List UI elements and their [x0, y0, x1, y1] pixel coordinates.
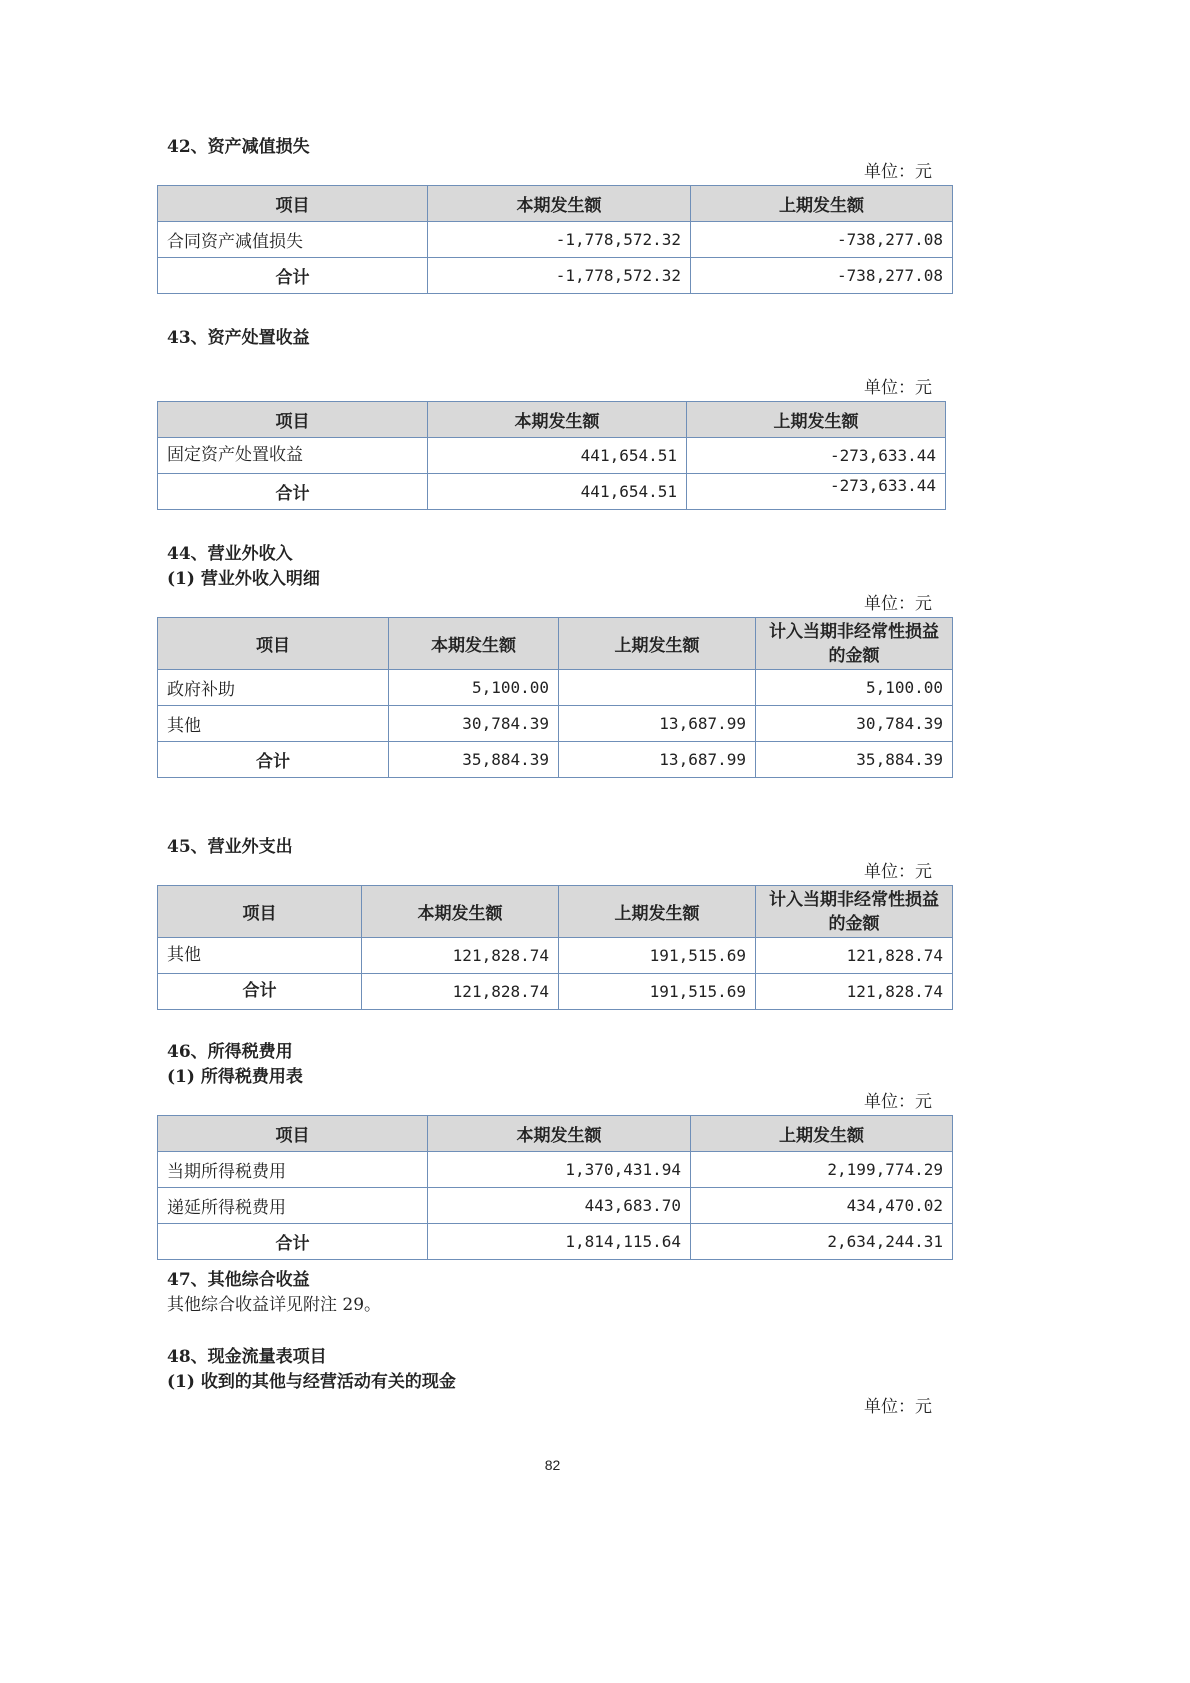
- table-total-row: [158, 1224, 953, 1260]
- table-row: [158, 706, 953, 742]
- total-prior: 13,687.99: [559, 742, 756, 778]
- section-44-title: 44、营业外收入: [167, 544, 293, 564]
- row-current: 30,784.39: [389, 706, 559, 742]
- row-item: 其他: [158, 706, 389, 742]
- total-current: 121,828.74: [362, 974, 559, 1010]
- section-42-unit: 单位：元: [864, 162, 932, 182]
- section-48-title: 48、现金流量表项目: [167, 1347, 327, 1367]
- row-item: 递延所得税费用: [158, 1188, 428, 1224]
- asset-disposal-table: [157, 401, 946, 510]
- section-46-subtitle: (1) 所得税费用表: [167, 1067, 303, 1087]
- table-header-row: [158, 1116, 953, 1152]
- table-row: [158, 438, 946, 474]
- header-item: 项目: [158, 402, 428, 438]
- total-label: 合计: [158, 974, 362, 1010]
- total-current: -1,778,572.32: [428, 258, 691, 294]
- section-43-unit: 单位：元: [864, 378, 932, 398]
- row-current: 5,100.00: [389, 670, 559, 706]
- table-header-row: [158, 618, 953, 670]
- header-prior: 上期发生额: [559, 886, 756, 938]
- row-prior: -273,633.44: [687, 438, 946, 474]
- row-prior: 191,515.69: [559, 938, 756, 974]
- row-item: 其他: [158, 938, 362, 974]
- header-current: 本期发生额: [428, 1116, 691, 1152]
- row-item: 固定资产处置收益: [158, 438, 428, 474]
- row-current: 1,370,431.94: [428, 1152, 691, 1188]
- total-prior: -273,633.44: [687, 474, 946, 510]
- header-nonrecurring: 计入当期非经常性损益的金额: [756, 618, 953, 670]
- header-item: 项目: [158, 886, 362, 938]
- table-header-row: [158, 402, 946, 438]
- header-item: 项目: [158, 618, 389, 670]
- total-current: 1,814,115.64: [428, 1224, 691, 1260]
- section-47-title: 47、其他综合收益: [167, 1270, 310, 1290]
- header-nonrecurring: 计入当期非经常性损益的金额: [756, 886, 953, 938]
- header-prior: 上期发生额: [691, 1116, 953, 1152]
- section-47-text: 其他综合收益详见附注 29。: [167, 1295, 382, 1315]
- total-current: 441,654.51: [428, 474, 687, 510]
- section-42-title: 42、资产减值损失: [167, 137, 310, 157]
- table-total-row: [158, 974, 953, 1010]
- header-current: 本期发生额: [389, 618, 559, 670]
- row-current: 121,828.74: [362, 938, 559, 974]
- header-current: 本期发生额: [428, 402, 687, 438]
- table-total-row: [158, 742, 953, 778]
- row-item: 当期所得税费用: [158, 1152, 428, 1188]
- header-current: 本期发生额: [362, 886, 559, 938]
- total-nonrecurring: 35,884.39: [756, 742, 953, 778]
- row-prior: 434,470.02: [691, 1188, 953, 1224]
- row-current: -1,778,572.32: [428, 222, 691, 258]
- income-tax-table: [157, 1115, 953, 1260]
- row-prior: [559, 670, 756, 706]
- table-header-row: [158, 186, 953, 222]
- total-prior: 2,634,244.31: [691, 1224, 953, 1260]
- header-prior: 上期发生额: [687, 402, 946, 438]
- total-prior: -738,277.08: [691, 258, 953, 294]
- row-nonrecurring: 5,100.00: [756, 670, 953, 706]
- row-prior: 2,199,774.29: [691, 1152, 953, 1188]
- header-prior: 上期发生额: [559, 618, 756, 670]
- non-operating-income-table: [157, 617, 953, 778]
- table-total-row: [158, 258, 953, 294]
- total-prior: 191,515.69: [559, 974, 756, 1010]
- header-current: 本期发生额: [428, 186, 691, 222]
- non-operating-expense-table: [157, 885, 953, 1010]
- total-label: 合计: [158, 742, 389, 778]
- header-item: 项目: [158, 1116, 428, 1152]
- row-current: 441,654.51: [428, 438, 687, 474]
- section-46-unit: 单位：元: [864, 1092, 932, 1112]
- total-label: 合计: [158, 1224, 428, 1260]
- total-label: 合计: [158, 474, 428, 510]
- section-45-title: 45、营业外支出: [167, 837, 293, 857]
- section-44-unit: 单位：元: [864, 594, 932, 614]
- section-44-subtitle: (1) 营业外收入明细: [167, 569, 320, 589]
- table-row: [158, 222, 953, 258]
- section-45-unit: 单位：元: [864, 862, 932, 882]
- total-nonrecurring: 121,828.74: [756, 974, 953, 1010]
- row-nonrecurring: 30,784.39: [756, 706, 953, 742]
- section-48-subtitle: (1) 收到的其他与经营活动有关的现金: [167, 1372, 456, 1392]
- table-row: [158, 1152, 953, 1188]
- section-43-title: 43、资产处置收益: [167, 328, 310, 348]
- row-prior: -738,277.08: [691, 222, 953, 258]
- table-row: [158, 670, 953, 706]
- total-current: 35,884.39: [389, 742, 559, 778]
- header-prior: 上期发生额: [691, 186, 953, 222]
- table-row: [158, 938, 953, 974]
- asset-impairment-table: [157, 185, 953, 294]
- row-item: 合同资产减值损失: [158, 222, 428, 258]
- row-current: 443,683.70: [428, 1188, 691, 1224]
- page-number: 82: [544, 1457, 561, 1473]
- header-item: 项目: [158, 186, 428, 222]
- table-total-row: [158, 474, 946, 510]
- row-prior: 13,687.99: [559, 706, 756, 742]
- row-item: 政府补助: [158, 670, 389, 706]
- section-46-title: 46、所得税费用: [167, 1042, 293, 1062]
- row-nonrecurring: 121,828.74: [756, 938, 953, 974]
- table-header-row: [158, 886, 953, 938]
- section-48-unit: 单位：元: [864, 1397, 932, 1417]
- total-label: 合计: [158, 258, 428, 294]
- table-row: [158, 1188, 953, 1224]
